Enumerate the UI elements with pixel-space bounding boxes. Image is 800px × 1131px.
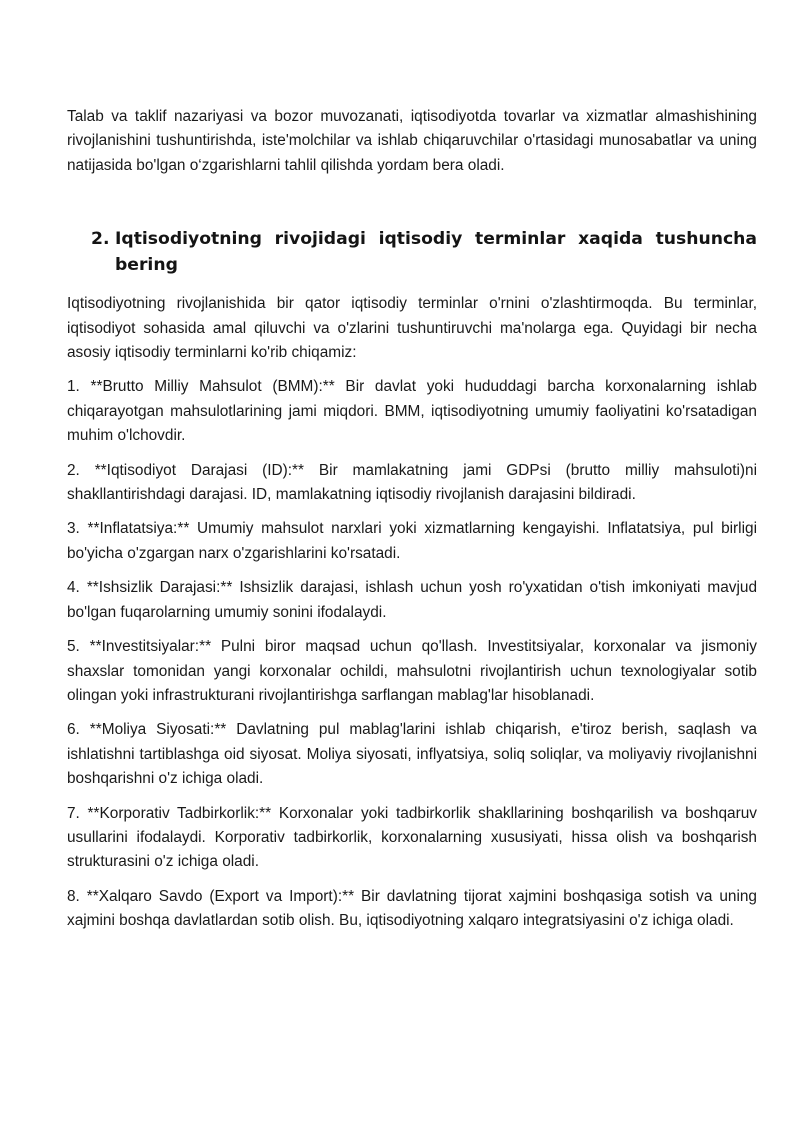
term-item-3: 3. **Inflatatsiya:** Umumiy mahsulot narxlari yoki xizmatlarning kengayishi. Inflatatsiya, pul birligi bo'yicha o'zgargan narx o'zgarishlarini ko'rsatadi.	[67, 520, 757, 562]
term-item-1: 1. **Brutto Milliy Mahsulot (BMM):** Bir davlat yoki hududdagi barcha korxonalarning ishlab chiqarayotgan mahsulotlarining jami miqdori. BMM, iqtisodiyotning umumiy faoliyatini ko'rsatadigan muhim o'lchovdir.	[67, 378, 757, 445]
term-item-4: 4. **Ishsizlik Darajasi:** Ishsizlik darajasi, ishlash uchun yosh ro'yxatidan o'tish imkoniyati mavjud bo'lgan fuqarolarning umumiy sonini ifodalaydi.	[67, 579, 757, 621]
section-title: Iqtisodiyotning rivojidagi iqtisodiy terminlar xaqida tushuncha bering	[115, 229, 757, 276]
document-page	[67, 105, 757, 944]
term-item-2: 2. **Iqtisodiyot Darajasi (ID):** Bir mamlakatning jami GDPsi (brutto milliy mahsuloti)ni shakllantirishdagi darajasi. ID, mamlakatning iqtisodiy rivojlanish darajasini bildiradi.	[67, 461, 757, 504]
section-number: 2.	[91, 229, 110, 250]
term-item-5: 5. **Investitsiyalar:** Pulni biror maqsad uchun qo'llash. Investitsiyalar, korxonalar va jismoniy shaxslar tomonidan yangi korxonalar ochildi, mahsulotni rivojlantirish uchun texnologiyalar sotib olingan yoki infrastrukturani rivojlantirishga sarflangan mablag'lar hisoblanadi.	[67, 638, 757, 704]
intro-paragraph: Talab va taklif nazariyasi va bozor muvozanati, iqtisodiyotda tovarlar va xizmatlar almashishining rivojlanishini tushuntirishda, iste'molchilar va ishlab chiqaruvchilar o'rtasidagi munosabatlar va uning natijasida bo'lgan o‘zgarishlarni tahlil qilishda yordam bera oladi.	[67, 108, 757, 174]
section-lead-paragraph: Iqtisodiyotning rivojlanishida bir qator iqtisodiy terminlar o'rnini o'zlashtirmoqda. Bu terminlar, iqtisodiyot sohasida amal qiluvchi va o'zlarini tushuntiruvchi ma'nolarga ega. Quyidagi bir necha asosiy iqtisodiy terminlarni ko'rib chiqamiz:	[67, 295, 757, 362]
term-item-7: 7. **Korporativ Tadbirkorlik:** Korxonalar yoki tadbirkorlik shakllarining boshqarilish va boshqaruv usullarini ifodalaydi. Korporativ tadbirkorlik, korxonalarning xususiyati, hissa olish va boshqarish strukturasini o'z ichiga oladi.	[67, 804, 757, 871]
term-item-8: 8. **Xalqaro Savdo (Export va Import):** Bir davlatning tijorat xajmini boshqasiga sotish va uning xajmini boshqa davlatlardan sotib olish. Bu, iqtisodiyotning xalqaro integratsiyasini o'z ichiga oladi.	[67, 887, 757, 930]
term-item-6: 6. **Moliya Siyosati:** Davlatning pul mablag'larini ishlab chiqarish, e'tiroz berish, saqlash va ishlatishni tartiblashga oid siyosat. Moliya siyosati, inflyatsiya, soliq soliqlar, va moliyaviy rivojlanishni boshqarishni o'z ichiga oladi.	[67, 721, 757, 788]
section-heading	[67, 226, 757, 278]
